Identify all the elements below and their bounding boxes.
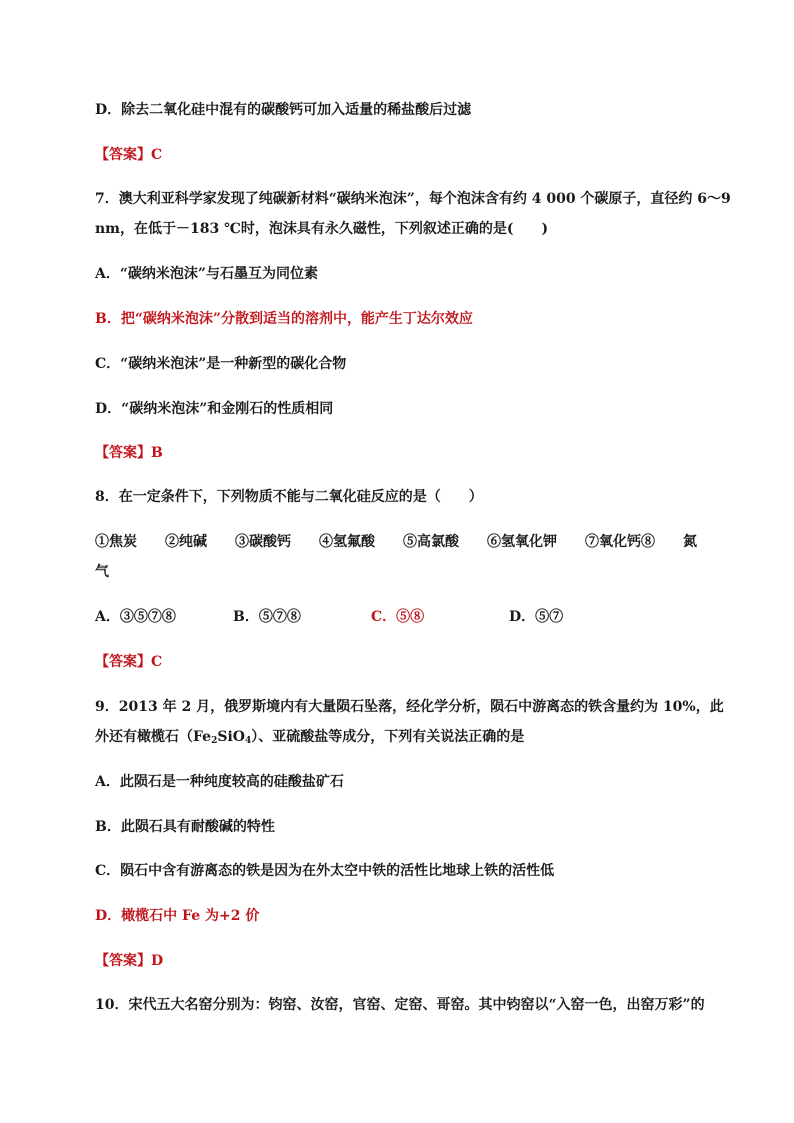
question-9-option-b: B．此陨石具有耐酸碱的特性 [95, 819, 275, 835]
question-6-option-d: D．除去二氧化硅中混有的碳酸钙可加入适量的稀盐酸后过滤 [95, 102, 472, 118]
question-7-option-a: A．“碳纳米泡沫”与石墨互为同位素 [95, 266, 318, 282]
question-7-option-b: B．把“碳纳米泡沫”分散到适当的溶剂中，能产生丁达尔效应 [95, 311, 473, 327]
answer-label: 【答案】 [95, 953, 151, 969]
question-9-option-a: A．此陨石是一种纯度较高的硅酸盐矿石 [95, 774, 344, 790]
answer-value: B [151, 445, 163, 461]
stem-text: 外还有橄榄石（Fe [95, 729, 212, 745]
question-9-option-c: C．陨石中含有游离态的铁是因为在外太空中铁的活性比地球上铁的活性低 [95, 863, 555, 879]
answer-9 [95, 952, 163, 970]
answer-label: 【答案】 [95, 147, 151, 163]
question-8-option-c: C．⑤⑧ [371, 609, 425, 625]
answer-value: C [151, 147, 163, 163]
substance-item: ⑥氢氧化钾 [487, 534, 557, 550]
stem-text: SiO [217, 729, 245, 745]
question-8-stem: 8．在一定条件下，下列物质不能与二氧化硅反应的是（ ） [95, 489, 483, 505]
question-8-substance-list [95, 533, 705, 551]
stem-text: ）、亚硫酸盐等成分，下列有关说法正确的是 [251, 729, 525, 745]
question-7-option-c: C．“碳纳米泡沫”是一种新型的碳化合物 [95, 356, 347, 372]
question-8-option-b: B．⑤⑦⑧ [233, 609, 301, 625]
subscript: 4 [244, 736, 252, 746]
substance-item: ⑦氧化钙⑧ [585, 534, 655, 550]
question-10-stem-line-1: 10．宋代五大名窑分别为：钧窑、汝窑，官窑、定窑、哥窑。其中钧窑以“入窑一色，出窑万彩”的 [95, 997, 705, 1013]
question-9-option-d: D．橄榄石中 Fe 为+2 价 [95, 908, 260, 924]
answer-label: 【答案】 [95, 654, 151, 670]
substance-item: ②纯碱 [165, 534, 207, 550]
question-7-stem-line-1: 7．澳大利亚科学家发现了纯碳新材料“碳纳米泡沫”，每个泡沫含有约 4 000 个碳原子，直径约 6～9 [95, 191, 731, 207]
answer-8 [95, 653, 162, 671]
answer-7 [95, 444, 163, 462]
question-7-option-d: D．“碳纳米泡沫”和金刚石的性质相同 [95, 401, 334, 417]
substance-item: ③碳酸钙 [235, 534, 291, 550]
answer-label: 【答案】 [95, 445, 151, 461]
answer-value: D [151, 953, 164, 969]
substance-item: ④氢氟酸 [319, 534, 375, 550]
question-9-stem-line-2 [95, 728, 524, 750]
substance-item: ⑤高氯酸 [403, 534, 459, 550]
substance-item: ①焦炭 [95, 534, 137, 550]
question-9-stem-line-1: 9．2013 年 2 月，俄罗斯境内有大量陨石坠落，经化学分析，陨石中游离态的铁含量约为 10%，此 [95, 699, 724, 715]
question-8-options [95, 608, 705, 626]
question-8-option-d: D．⑤⑦ [509, 609, 564, 625]
answer-value: C [151, 654, 163, 670]
substance-item: 氮 [683, 534, 697, 550]
answer-6 [95, 146, 162, 164]
question-8-substance-list-continued: 气 [95, 564, 109, 580]
question-8-option-a: A．③⑤⑦⑧ [95, 609, 176, 625]
question-7-stem-line-2: nm，在低于－183 ℃时，泡沫具有永久磁性，下列叙述正确的是( ) [95, 221, 549, 237]
subscript: 2 [211, 736, 218, 746]
